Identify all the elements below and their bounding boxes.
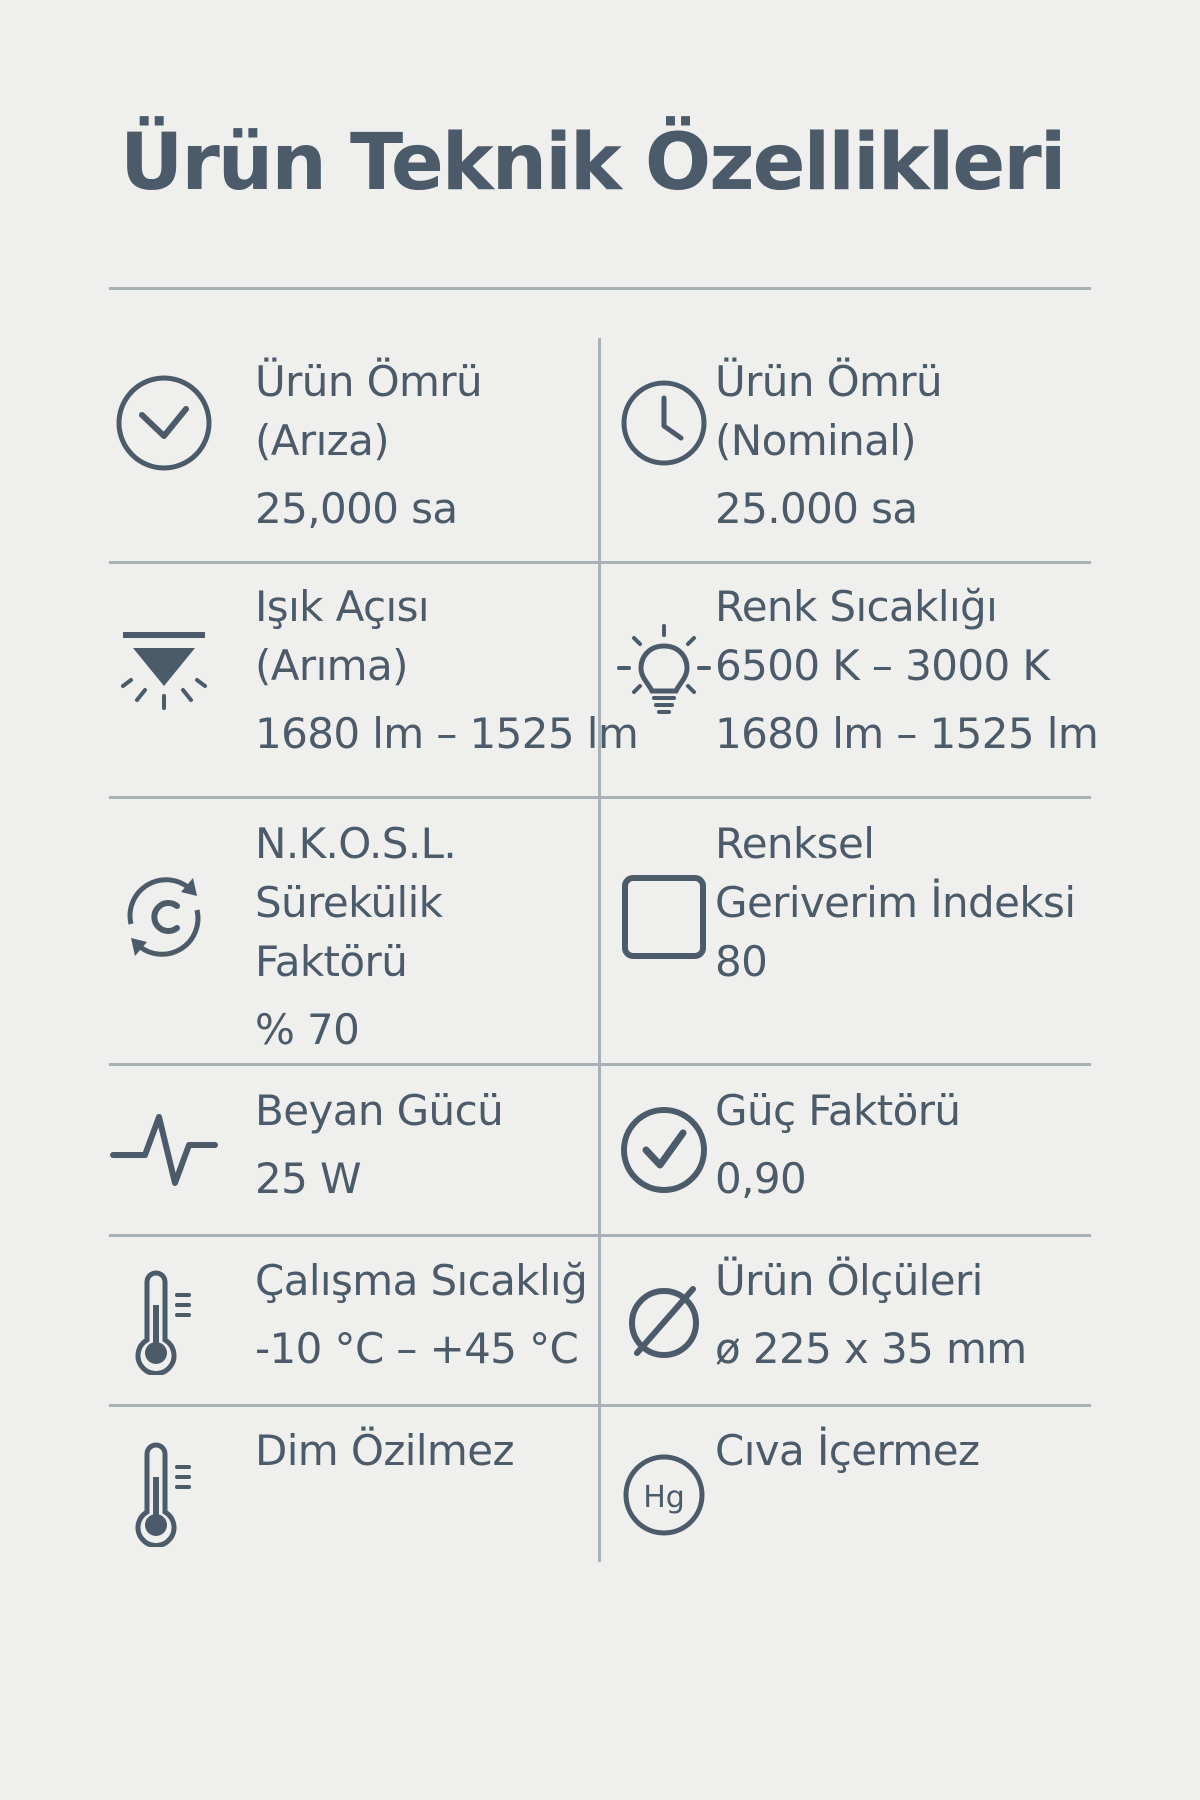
spec-text xyxy=(715,352,942,538)
spec-label: 80 xyxy=(715,937,768,986)
waveform-icon xyxy=(109,1095,219,1205)
row-divider xyxy=(109,1063,1091,1066)
title-divider xyxy=(109,287,1091,290)
row-divider xyxy=(109,561,1091,564)
spec-label: Sürekülik xyxy=(255,878,443,927)
thermometer-icon xyxy=(109,1437,219,1547)
spec-label: Geriverim İndeksi xyxy=(715,878,1076,927)
spec-text xyxy=(255,1421,514,1480)
page-title: Ürün Teknik Özellikleri xyxy=(120,118,1065,208)
square-icon xyxy=(609,862,719,972)
spec-text xyxy=(255,814,456,1059)
spec-value: -10 °C – +45 °C xyxy=(255,1324,579,1373)
lightbulb-icon xyxy=(609,618,719,728)
spec-label: Işık Açısı xyxy=(255,582,429,631)
mercury-icon xyxy=(609,1437,719,1547)
clock-check-icon xyxy=(109,368,219,478)
spec-text xyxy=(715,1421,979,1480)
light-beam-icon xyxy=(109,618,219,728)
spec-value: 25 W xyxy=(255,1154,361,1203)
spec-label: Ürün Ölçüleri xyxy=(715,1256,983,1305)
spec-text xyxy=(715,1251,1027,1378)
spec-row xyxy=(109,563,1099,798)
clock-icon xyxy=(609,368,719,478)
spec-value: ø 225 x 35 mm xyxy=(715,1324,1027,1373)
spec-label: (Arıza) xyxy=(255,416,390,465)
row-divider xyxy=(109,1234,1091,1237)
spec-text xyxy=(255,1081,503,1208)
spec-text xyxy=(715,814,1075,991)
svg-text:Hg: Hg xyxy=(643,1480,685,1515)
spec-row xyxy=(109,1237,1091,1405)
spec-row xyxy=(109,338,1091,561)
spec-label: Çalışma Sıcaklığ xyxy=(255,1256,588,1305)
spec-value: % 70 xyxy=(255,1005,360,1054)
spec-text xyxy=(715,577,1098,763)
spec-label: Ürün Ömrü xyxy=(255,357,483,406)
cycle-icon xyxy=(109,862,219,972)
spec-label: Ürün Ömrü xyxy=(715,357,943,406)
diameter-icon xyxy=(609,1265,719,1375)
spec-label: 6500 K – 3000 K xyxy=(715,641,1050,690)
spec-label: Beyan Gücü xyxy=(255,1086,504,1135)
thermometer-icon xyxy=(109,1265,219,1375)
spec-value: 1680 lm – 1525 lm xyxy=(715,709,1099,758)
spec-text xyxy=(715,1081,960,1208)
spec-row xyxy=(109,1407,1091,1562)
spec-label: (Nominal) xyxy=(715,416,917,465)
spec-text xyxy=(255,1251,587,1378)
spec-label: Cıva İçermez xyxy=(715,1426,980,1475)
spec-value: 1680 lm – 1525 lm xyxy=(255,709,639,758)
spec-text xyxy=(255,577,638,763)
spec-label: Dim Özilmez xyxy=(255,1426,514,1475)
spec-value: 0,90 xyxy=(715,1154,807,1203)
row-divider xyxy=(109,796,1091,799)
spec-label: (Arıma) xyxy=(255,641,408,690)
spec-row xyxy=(109,800,1091,1065)
spec-label: Güç Faktörü xyxy=(715,1086,961,1135)
row-divider xyxy=(109,1404,1091,1407)
spec-value: 25,000 sa xyxy=(255,484,458,533)
spec-label: Renksel xyxy=(715,819,875,868)
spec-label: Faktörü xyxy=(255,937,408,986)
spec-row xyxy=(109,1067,1091,1235)
check-circle-icon xyxy=(609,1095,719,1205)
spec-label: N.K.O.S.L. xyxy=(255,819,457,868)
spec-label: Renk Sıcaklığı xyxy=(715,582,998,631)
spec-value: 25.000 sa xyxy=(715,484,918,533)
spec-text xyxy=(255,352,482,538)
